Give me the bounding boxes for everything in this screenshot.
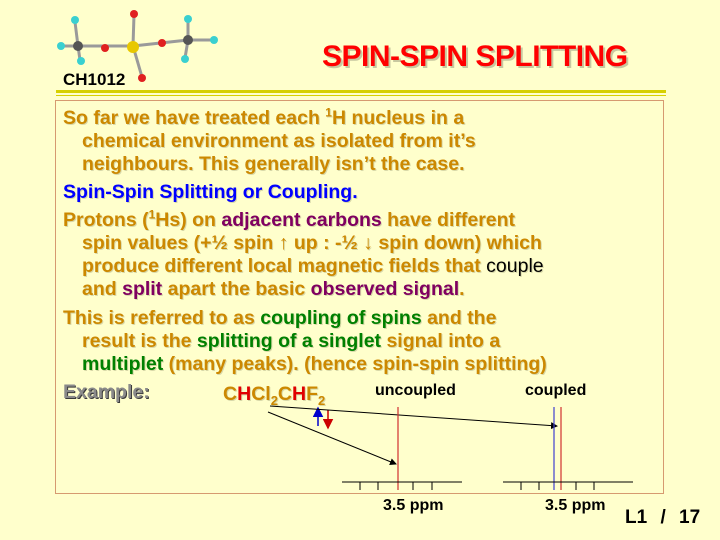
paragraph-coupling: This is referred to as coupling of spins and the result is the splitting of a singlet signal into a multiplet (many peaks). (hence spin-spin splitting) — [63, 307, 547, 375]
slide-number: L1 / 17 — [625, 507, 701, 528]
paragraph-heading: Spin-Spin Splitting or Coupling. — [63, 181, 358, 203]
paragraph-protons: Protons ($^1$Hs) on adjacent carbons have different spin values (+½ spin ↑ up : -½ ↓ spin down) which produce different local magnetic fields that couple and split apart the basic observed signal. — [63, 207, 544, 300]
coupled-label: coupled — [525, 382, 587, 399]
pointer-coupled — [270, 406, 557, 426]
example-formula: $CHCl_2CHF_2$ — [223, 383, 326, 408]
course-code: CH1012 — [63, 70, 126, 89]
slide-title: SPIN-SPIN SPLITTING — [322, 40, 628, 73]
uncoupled-label: uncoupled — [375, 382, 456, 399]
example-label: Example: — [63, 381, 150, 403]
ppm-label-uncoupled: 3.5 ppm — [383, 497, 444, 514]
pointer-uncoupled — [268, 412, 396, 464]
paragraph-intro: So far we have treated each $^1$H nucleus in a chemical environment as isolated from it’s neighbours. This generally isn’t the case. — [63, 105, 476, 175]
ppm-label-coupled: 3.5 ppm — [545, 497, 606, 514]
